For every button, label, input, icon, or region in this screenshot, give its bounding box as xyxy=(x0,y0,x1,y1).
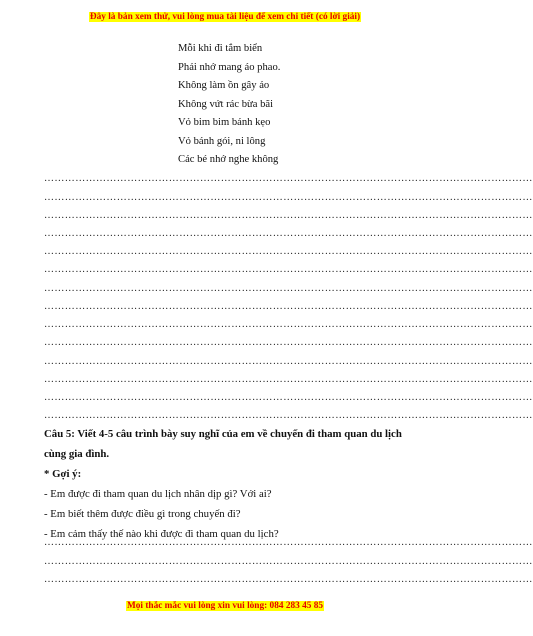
poem-line: Vỏ bim bim bánh kẹo xyxy=(178,117,271,128)
poem-line: Không làm ồn gây ảo xyxy=(178,80,270,91)
hint-item: - Em cảm thấy thế nào khi được đi tham quan du lịch? xyxy=(44,528,279,540)
answer-line[interactable]: …………………………………………………………………………………………………………………………… xyxy=(44,173,533,184)
answer-line[interactable]: …………………………………………………………………………………………………………………………… xyxy=(44,192,533,203)
poem-line: Mỗi khi đi tắm biển xyxy=(178,43,263,54)
answer-line[interactable]: …………………………………………………………………………………………………………………………… xyxy=(44,210,533,221)
answer-line[interactable]: …………………………………………………………………………………………………………………………… xyxy=(44,319,533,330)
hint-label: * Gợi ý: xyxy=(44,468,82,480)
answer-line[interactable]: …………………………………………………………………………………………………………………………… xyxy=(44,337,533,348)
answer-line[interactable]: …………………………………………………………………………………………………………………………… xyxy=(44,556,533,567)
question-5 xyxy=(44,424,414,544)
poem xyxy=(178,40,280,170)
answer-line[interactable]: …………………………………………………………………………………………………………………………… xyxy=(44,228,533,239)
answer-line[interactable]: …………………………………………………………………………………………………………………………… xyxy=(44,537,533,548)
question-5-title-line-1: Câu 5: Viết 4-5 câu trình bày suy nghĩ của em về chuyến đi tham quan du lịch xyxy=(44,428,402,440)
hint-item: - Em biết thêm được điều gì trong chuyến đi? xyxy=(44,508,241,520)
answer-line[interactable]: …………………………………………………………………………………………………………………………… xyxy=(44,246,533,257)
poem-line: Các bé nhớ nghe không xyxy=(178,154,279,165)
preview-notice xyxy=(0,12,450,22)
answer-line[interactable]: …………………………………………………………………………………………………………………………… xyxy=(44,374,533,385)
poem-line: Vỏ bánh gói, ni lông xyxy=(178,135,266,147)
answer-line[interactable]: …………………………………………………………………………………………………………………………… xyxy=(44,574,533,585)
poem-line: Phải nhớ mang áo phao. xyxy=(178,61,281,73)
answer-line[interactable]: …………………………………………………………………………………………………………………………… xyxy=(44,264,533,275)
question-5-title-line-2: cùng gia đình. xyxy=(44,448,110,460)
answer-line[interactable]: …………………………………………………………………………………………………………………………… xyxy=(44,283,533,294)
hint-item: - Em được đi tham quan du lịch nhân dịp gì? Với ai? xyxy=(44,488,272,500)
preview-notice-text: Đây là bản xem thử, vui lòng mua tài liệu để xem chi tiết (có lời giải) xyxy=(89,12,361,22)
answer-line[interactable]: …………………………………………………………………………………………………………………………… xyxy=(44,392,533,403)
contact-footer-text: Mọi thắc mắc vui lòng xin vui lòng: 084 283 45 85 xyxy=(126,601,324,611)
answer-line[interactable]: …………………………………………………………………………………………………………………………… xyxy=(44,356,533,367)
answer-line[interactable]: …………………………………………………………………………………………………………………………… xyxy=(44,410,533,421)
contact-footer xyxy=(0,601,450,611)
answer-line[interactable]: …………………………………………………………………………………………………………………………… xyxy=(44,301,533,312)
poem-line: Không vứt rác bừa bãi xyxy=(178,98,274,110)
